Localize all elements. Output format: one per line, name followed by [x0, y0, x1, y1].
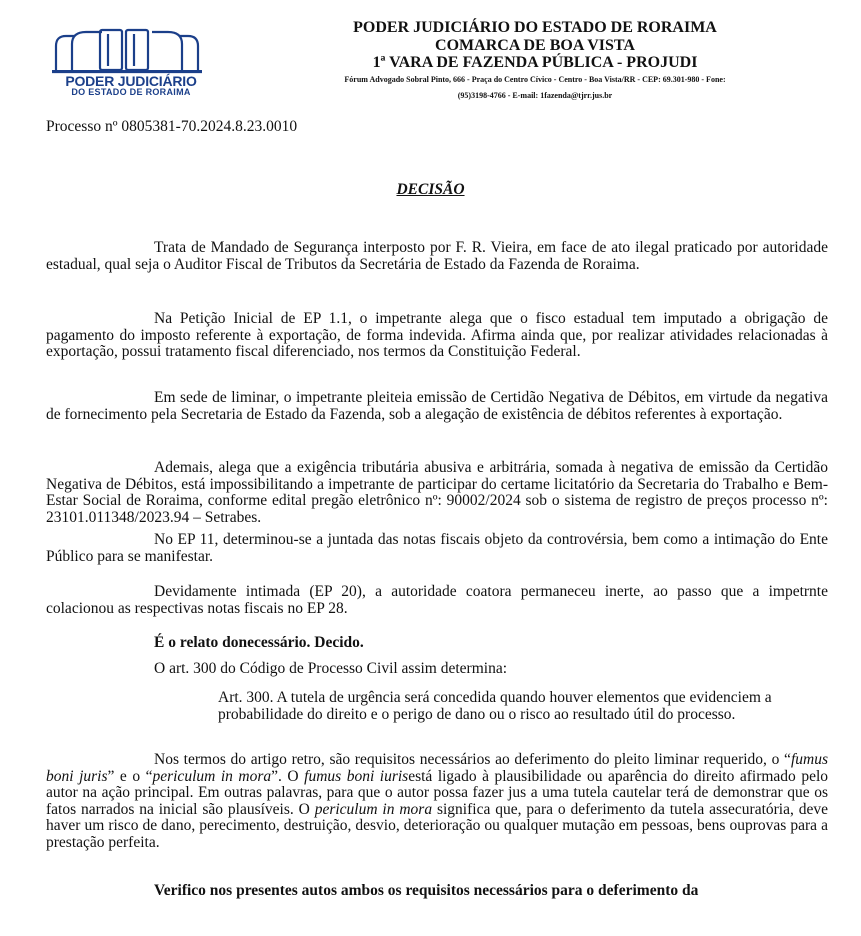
- logo-text-line2: DO ESTADO DE RORAIMA: [71, 87, 191, 97]
- paragraph-1: Trata de Mandado de Segurança interposto por F. R. Vieira, em face de ato ilegal praticado por autoridade estadual, qual seja o Auditor Fiscal de Tributos da Secretária de Estado da Fazenda de Roraima.: [46, 239, 828, 273]
- p9-part-a: Nos termos do artigo retro, são requisitos necessários ao deferimento do pleito liminar requerido, o “: [154, 751, 791, 768]
- paragraph-4: Ademais, alega que a exigência tributária abusiva e arbitrária, somada à negativa de emissão da Certidão Negativa de Débitos, está impossibilitando a impetrante de participar do certame licitatório da Secretaria do Trabalho e Bem-Estar Social de Roraima, conforme edital pregão eletrônico nº: 90002/2024 sob o sistema de registro de preços processo nº: 23101.011348/2023.94 – Setrabes.: [46, 459, 828, 526]
- paragraph-9: [46, 752, 828, 852]
- paragraph-8: O art. 300 do Código de Processo Civil assim determina:: [154, 660, 508, 677]
- process-number: Processo nº 0805381-70.2024.8.23.0010: [46, 118, 298, 135]
- legal-quote: Art. 300. A tutela de urgência será concedida quando houver elementos que evidenciem a probabilidade do direito e o perigo de dano ou o risco ao resultado útil do processo.: [218, 689, 772, 723]
- p9-part-b: ” e o “: [107, 767, 153, 785]
- court-name: PODER JUDICIÁRIO DO ESTADO DE RORAIMA: [353, 19, 717, 36]
- logo-text-line1: PODER JUDICIÁRIO: [65, 73, 197, 89]
- paragraph-3: Em sede de liminar, o impetrante pleiteia emissão de Certidão Negativa de Débitos, em virtude da negativa de fornecimento pela Secretaria de Estado da Fazenda, sob a alegação de existência de débitos referentes à exportação.: [46, 389, 828, 423]
- p9-part-e: significa que, para o deferimento da tutela assecuratória, deve haver um risco de dano, perecimento, destruição, desvio, deterioração ou qualquer mutação em pessoas, bens ouprovas para a prestação perfeita.: [46, 800, 828, 851]
- district-name: COMARCA DE BOA VISTA: [435, 37, 635, 54]
- paragraph-2: Na Petição Inicial de EP 1.1, o impetrante alega que o fisco estadual tem imputado a obrigação de pagamento do imposto referente à exportação, de forma indevida. Afirma ainda que, por realizar atividades relacionadas à exportação, possui tratamento fiscal diferenciado, nos termos da Constituição Federal.: [46, 310, 828, 361]
- p9-part-c: ”. O: [271, 767, 305, 785]
- document-title: DECISÃO: [396, 181, 465, 198]
- p9-part-d: está ligado à plausibilidade ou aparência do direito afirmado pelo autor na ação principal. Em outras palavras, para que o autor possa fazer jus a uma tutela cautelar terá de demonstrar que os fatos narrados na inicial são plausíveis. O: [46, 767, 829, 818]
- paragraph-10: Verifico nos presentes autos ambos os requisitos necessários para o deferimento da: [154, 882, 699, 899]
- paragraph-6: Devidamente intimada (EP 20), a autoridade coatora permaneceu inerte, ao passo que a impetrnte colacionou as respectivas notas fiscais no EP 28.: [46, 583, 828, 617]
- vara-name: 1ª VARA DE FAZENDA PÚBLICA - PROJUDI: [372, 54, 698, 71]
- p9-fumus: fumus boni juris: [46, 751, 828, 785]
- paragraph-10-wrap: [46, 883, 828, 900]
- p9-periculum: periculum in mora: [152, 767, 272, 785]
- p9-periculum-2: periculum in mora: [314, 800, 433, 818]
- court-address: Fórum Advogado Sobral Pinto, 666 - Praça do Centro Cívico - Centro - Boa Vista/RR - CEP: 69.301-980 - Fone:: [344, 75, 726, 84]
- p9-fumus-2: fumus boni iuris: [304, 767, 409, 785]
- paragraph-7: É o relato donecessário. Decido.: [154, 634, 364, 651]
- court-contact: (95)3198-4766 - E-mail: 1fazenda@tjrr.jus.br: [457, 91, 613, 100]
- paragraph-5: No EP 11, determinou-se a juntada das notas fiscais objeto da controvérsia, bem como a intimação do Ente Público para se manifestar.: [46, 531, 828, 565]
- paragraph-7-wrap: [154, 635, 861, 652]
